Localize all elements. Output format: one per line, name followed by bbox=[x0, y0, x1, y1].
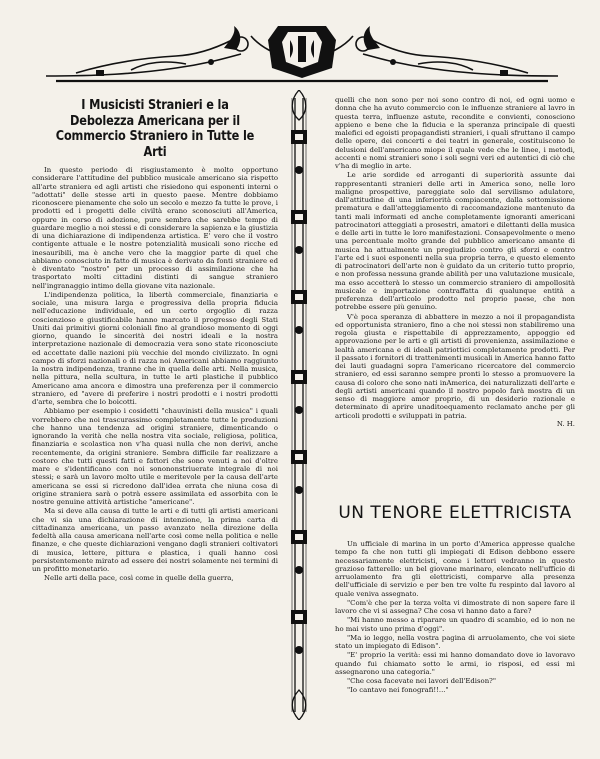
second-article-title: UN TENORE ELETTRICISTA bbox=[338, 503, 572, 523]
paragraph: Le arie sordide ed arroganti di superiorità assunte dai rappresentanti stranieri delle arti in America sono, nelle loro maligne prospettive, pareggiate solo dal servilismo adulatore, dall'attitudine di una inferiorità compiacente, dalla sottomissione prematura e dall'atteggiamento di raccomandazione mantenuto da tanti mali informati ed anche completamente ignoranti americani patrocinatori atteggiati a prosestri, amatori e dilettanti della musica e delle arti in tutte le loro manifestazioni. Consapevolmente o meno una percentuale molto grande del pubblico americano amante di musica ha attualmente un pregiudizio contro gli sforzi e contro l'arte ed i suoi esponenti nella sua propria terra, e questo elemento di patrocinatori dell'arte non è guidato da un criterio tutto proprio, e non professa nessuna grande abilità per una valutazione musicale, ma esso accetterà lo stesso un commercio straniero di ampollosità musicale e importazione contraffatta di qualunque entità a preferenza dell'articolo prodotto nel proprio paese, che non potrebbe essere più genuino. bbox=[335, 171, 575, 312]
header-ornament bbox=[36, 18, 568, 86]
paragraph: L'indipendenza politica, la libertà commerciale, finanziaria e sociale, una misura larga e progressiva della propria fiducia nell'educazione individuale, ed un certo orgoglio di razza coscienzioso e giustificabile hanno marcato il progresso degli Stati Uniti dai primitivi giorni coloniali fino al grandioso momento di oggi giorno, quando le sincerità dei nostri ideali e la nostra interpretazione nazionale di democrazia vera sono state riconosciute ed accettate dalle nazioni più vecchie del mondo civilizzato. In ogni campo di sforzi nazionali o di razza noi Americani abbiamo raggiunto la nostra indipendenza, tranne che in quella delle arti. Nella musica, nella pittura, nella scultura, in tutte le arti plastiche il pubblico Americano ama ancora e dimostra una preferenza per il commercio straniero, ed "avere di preferire i nostri prodotti e i nostri prodotti d'arte, sembra che lo boicotti. bbox=[32, 290, 278, 406]
paragraph: Un ufficiale di marina in un porto d'America appresse qualche tempo fa che non tutti gli impiegati di Edison debbono essere necessariamente elettricisti, come i lettori vedranno in questo grazioso fatterello: un bel giovane marinaro, elencato nell'ufficio di arruolamento fra gli elettricisti, comparve alla presenza dell'ufficiale di servizio e per ben tre volte fu respinto dal lavoro al quale veniva assegnato. bbox=[335, 540, 575, 598]
paragraph: "Ma io leggo, nella vostra pagina di arruolamento, che voi siete stato un impiegato di Edison". bbox=[335, 633, 575, 650]
paragraph: "Io cantavo nei fonografi!!..." bbox=[347, 686, 449, 695]
paragraph: "E' proprio la verità: essi mi hanno domandato dove io lavoravo quando fui chiamato sotto le armi, io risposi, ed essi mi assegnarono una categoria." bbox=[335, 651, 575, 676]
author-signature: N. H. bbox=[556, 419, 575, 428]
paragraph: "Che cosa facevate nei lavori dell'Edison?" bbox=[347, 677, 496, 685]
paragraph: Ma si deve alla causa di tutte le arti e di tutti gli artisti americani che vi sia una dichiarazione di intenzione, la prima carta di cittadinanza americana, un passo avanzato nella direzione della fedeltà alla causa americana nell'arte così come nella politica e nelle finanze, e che queste dichiarazioni vengano dagli stranieri coltivatori di musica, lettere, pittura e plastica, i quali hanno così persistentemente mirato ad essere dei nostri solamente nei termini di un profitto monetario. bbox=[32, 507, 278, 573]
paragraph: V'è poca speranza di abbattere in mezzo a noi il propagandista ed opportunista straniero, fino a che noi stessi non stabiliremo una regola giusta e rispettabile di apprezzamento, appoggio ed approvazione per le arti e gli artisti di provenienza, assimilazione e lealtà americana e di ideali patriottici completamente prodotti. Per il passato i fornitori di trattenimenti musicali in America hanno fatto dei lauti guadagni sopra l'americano ricercatore del commercio straniero, ed essi saranno sempre pronti lo stesso a promuovere la causa di coloro che sono nati inAmerica, dei naturalizzati dell'arte e degli artisti americani quando il nostro popolo farà mostra di un senso di maggiore amor proprio, di un desiderio razionale e determinato di aprire unaditoequamento reclamato anche per gli articoli prodotti e sviluppati in patria. bbox=[335, 312, 575, 420]
article-body-left-column bbox=[32, 166, 278, 736]
article-body-right-column bbox=[335, 96, 575, 456]
paragraph: "Com'è che per la terza volta vi dimostrate di non sapere fare il lavoro che vi si assegna? Che cosa vi hanno dato a fare? bbox=[335, 598, 575, 615]
paragraph: In questo periodo di risgiustamento è molto opportuno considerare l'attitudine del pubblico musicale americano sia rispetto all'arte straniera ed agli artisti che risiedono qui esponenti interni o "adottati" delle stesse arti in questo paese. Mentre dobbiamo riconoscere pienamente che solo un secolo e mezzo fa tutte le prove, i prodotti ed i progetti delle civiltà erano sconosciuti all'America, oppure in corso di adozione, pure sembra che sarebbe tempo di guardare meglio a noi stessi e di considerare la sapienza e la giustizia di una dichiarazione di indipendenza artistica. E' vero che il vostro contigente attuale e le nostre potenzialità musicali sono ricche ed inesauribili, ma è anche vero che la maggior parte di quel che abbiamo conosciuto in fatto di musica è derivato da fonti straniere ed è diventato "nostro" per un processo di assimilazione che ha trasportato molti cittadini distinti di sangue straniero nell'ingranaggio intimo della giovane vita nazionale. bbox=[32, 166, 278, 290]
paragraph: quelli che non sono per noi sono contro di noi, ed ogni uomo e donna che ha avuto commercio con le influenze straniere al lavro in questa terra, influenze astute, recondite e convienti, conosciono appieno e bene che la fiducia e la speranza principale di questi malefici ed egoisti propagandisti stranieri, i quali sfruttano il campo delle opere, dei concerti e dei teatri in generale, costituiscono le delusioni dell'americano miope il quale vede che le linee, i metodi, accenti e nomi stranieri sono i soli segni veri ed autentici di ciò che v'ha di meglio in arte. bbox=[335, 96, 575, 170]
column-divider-ornament bbox=[282, 90, 316, 720]
second-article-body bbox=[335, 540, 575, 740]
paragraph: "Mi hanno messo a riparare un quadro di scambio, ed io non ne ho mai visto uno prima d'oggi". bbox=[335, 616, 575, 633]
paragraph: Nelle arti della pace, così come in quelle della guerra, bbox=[44, 574, 234, 583]
article-title: I Musicisti Stranieri e la Debolezza Americana per il Commercio Straniero in Tutte le Arti bbox=[55, 98, 255, 160]
paragraph: Abbiamo per esempio i cosidetti "chauvinisti della musica" i quali vorrebbero che noi trascurassimo completamente tutte le produzioni che hanno una tendenza ad origini straniere, dimenticando o ignorando la verità che nella nostra vita sociale, religiosa, politica, finanziaria e scolastica non v'ha quasi nulla che non derivi, anche recentemente, da origini straniere. Sembra difficile far realizzare a costoro che tutti questi fatti e fattori che sono venuti a noi d'oltre mare e s'identificano con noi sonononstriuerate integrale di noi stessi; e sarà un lavoro molto utile e meritevole per la causa dell'arte americana se essi si ricredono dall'idea errata che niuna cosa di origine straniera sarà o potrà essere assimilata ed assorbita con le nostre genuine attività artistiche "americane". bbox=[32, 407, 278, 506]
